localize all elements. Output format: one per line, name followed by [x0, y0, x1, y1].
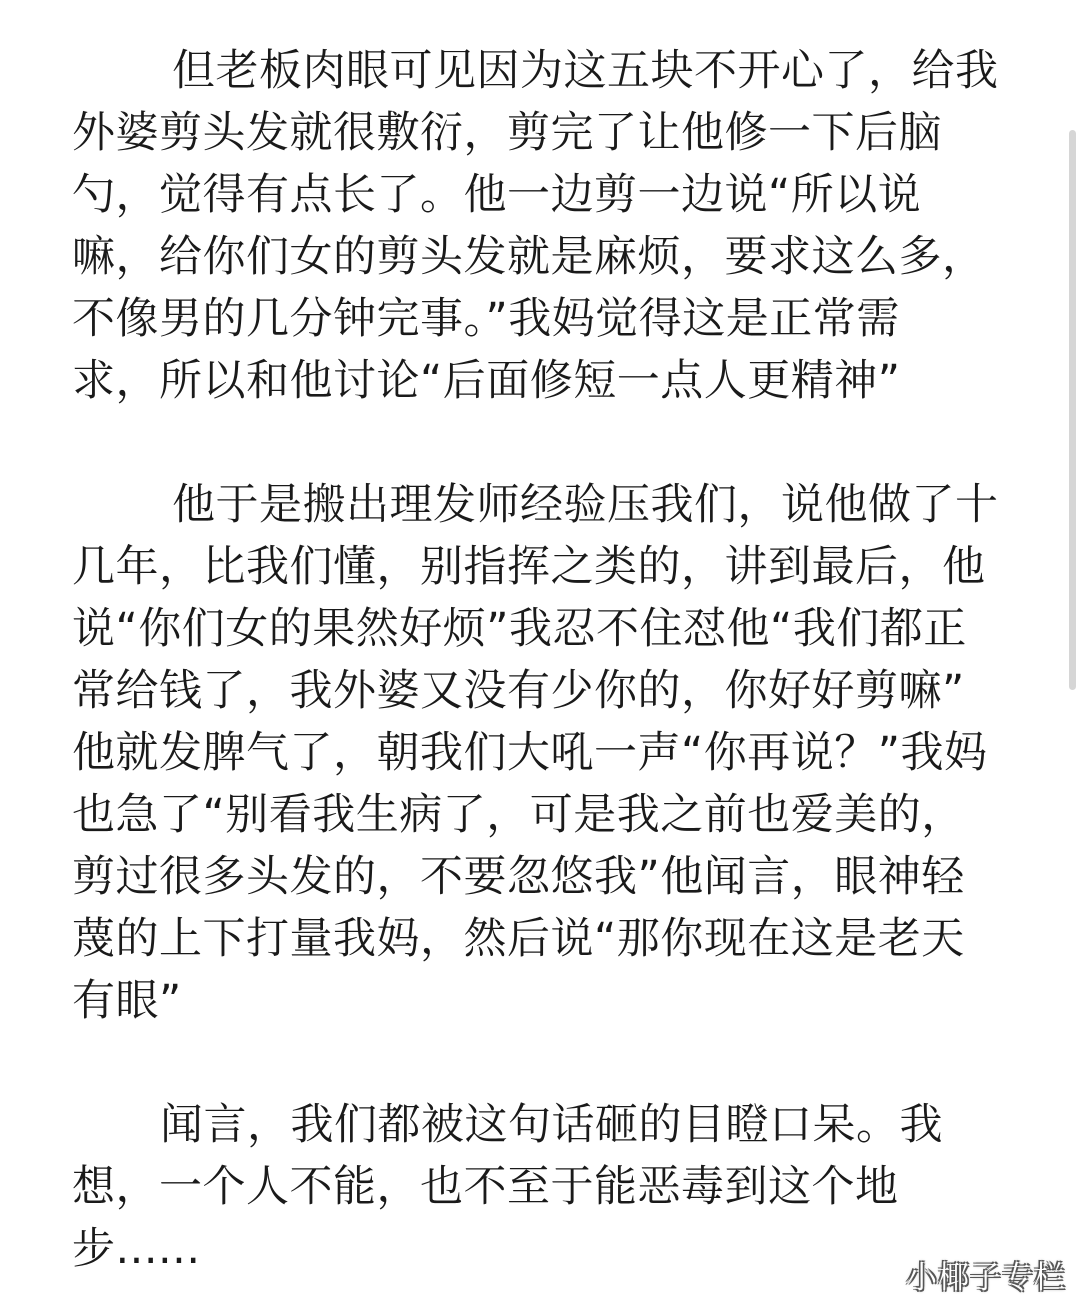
text-line: 步...... [72, 1224, 201, 1274]
scrollbar-thumb[interactable] [1069, 130, 1076, 690]
text-line: 他就发脾气了，朝我们大吼一声“你再说？”我妈 [72, 728, 988, 778]
text-line: 说“你们女的果然好烦”我忍不住怼他“我们都正 [72, 604, 967, 654]
vertical-scrollbar[interactable] [1064, 130, 1080, 690]
text-line: 闻言，我们都被这句话砸的目瞪口呆。我 [160, 1100, 943, 1150]
text-line: 几年，比我们懂，别指挥之类的，讲到最后，他 [72, 542, 986, 592]
text-line: 也急了“别看我生病了，可是我之前也爱美的， [72, 790, 965, 840]
text-line: 想，一个人不能，也不至于能恶毒到这个地 [72, 1162, 899, 1212]
paragraph-spacer [72, 412, 1032, 474]
text-line: 外婆剪头发就很敷衍，剪完了让他修一下后脑 [72, 108, 942, 158]
text-line: 有眼” [72, 976, 182, 1026]
paragraph-1 [72, 40, 1032, 412]
text-line: 求，所以和他讨论“后面修短一点人更精神” [72, 356, 901, 406]
text-line: 蔑的上下打量我妈，然后说“那你现在这是老天 [72, 914, 965, 964]
text-line: 他于是搬出理发师经验压我们，说他做了十 [172, 480, 999, 530]
paragraph-2 [72, 474, 1032, 1032]
article-body [72, 40, 1032, 1280]
text-line: 剪过很多头发的，不要忽悠我”他闻言，眼神轻 [72, 852, 965, 902]
watermark: 小椰子专栏 [906, 1260, 1066, 1296]
paragraph-spacer [72, 1032, 1032, 1094]
text-line: 嘛，给你们女的剪头发就是麻烦，要求这么多， [72, 232, 986, 282]
text-line: 常给钱了，我外婆又没有少你的，你好好剪嘛” [72, 666, 965, 716]
text-line: 不像男的几分钟完事。”我妈觉得这是正常需 [72, 294, 900, 344]
text-line: 但老板肉眼可见因为这五块不开心了，给我 [172, 46, 999, 96]
text-line: 勺，觉得有点长了。他一边剪一边说“所以说 [72, 170, 922, 220]
paragraph-3 [72, 1094, 1032, 1280]
